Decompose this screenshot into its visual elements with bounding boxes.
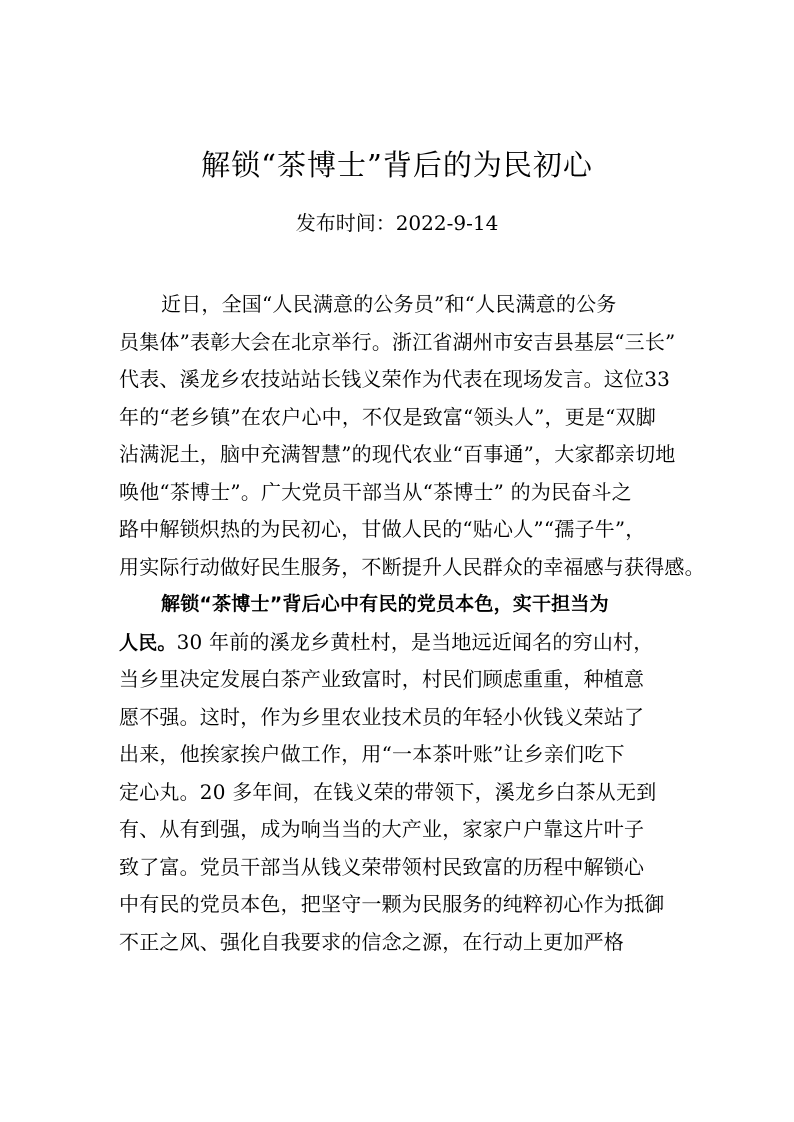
paragraph-line: 愿不强。这时，作为乡里农业技术员的年轻小伙钱义荣站了 (119, 704, 645, 729)
publish-date-label: 发布时间： (295, 211, 396, 235)
paragraph-line: 唤他“茶博士”。广大党员干部当从“茶博士” 的为民奋斗之 (119, 479, 632, 504)
paragraph-line: 出来，他挨家挨户做工作，用“一本茶叶账”让乡亲们吃下 (119, 742, 625, 766)
paragraph-line: 员集体”表彰大会在北京举行。浙江省湖州市安吉县基层“三长” (119, 329, 676, 354)
paragraph-line: 当乡里决定发展白茶产业致富时，村民们顾虑重重，种植意 (119, 667, 645, 691)
article-body (119, 286, 705, 961)
publish-date-value: 2022-9-14 (395, 211, 499, 235)
page-title: 解锁“茶博士”背后的为民初心 (201, 148, 593, 182)
section-heading-end: 人民。 (119, 631, 177, 654)
paragraph-line: 代表、溪龙乡农技站站长钱义荣作为代表在现场发言。这位33 (119, 367, 671, 391)
paragraph-line: 致了富。党员干部当从钱义荣带领村民致富的历程中解锁心 (119, 854, 645, 879)
paragraph-text: 30 年前的溪龙乡黄杜村，是当地远近闻名的穷山村， (176, 629, 654, 654)
paragraph-line: 路中解锁炽热的为民初心，甘做人民的“贴心人”“孺子牛”， (119, 517, 646, 541)
paragraph-line: 中有民的党员本色，把坚守一颗为民服务的纯粹初心作为抵御 (119, 892, 665, 916)
paragraph-line: 有、从有到强，成为响当当的大产业，家家户户靠这片叶子 (119, 817, 645, 841)
section-heading-line: 解锁“茶博士”背后心中有民的党员本色，实干担当为 (161, 593, 609, 615)
paragraph-line: 年的“老乡镇”在农户心中，不仅是致富“领头人”，更是“双脚 (119, 404, 656, 429)
paragraph-line: 用实际行动做好民生服务，不断提升人民群众的幸福感与获得感。 (119, 554, 705, 579)
paragraph-line: 不正之风、强化自我要求的信念之源，在行动上更加严格 (119, 929, 624, 954)
paragraph-line: 定心丸。20 多年间，在钱义荣的带领下，溪龙乡白茶从无到 (119, 779, 657, 804)
publish-date (0, 207, 794, 239)
paragraph-line: 近日，全国“人民满意的公务员”和“人民满意的公务 (161, 292, 617, 316)
paragraph-line (119, 624, 699, 662)
paragraph-line: 沾满泥土，脑中充满智慧”的现代农业“百事通”，大家都亲切地 (119, 442, 676, 466)
